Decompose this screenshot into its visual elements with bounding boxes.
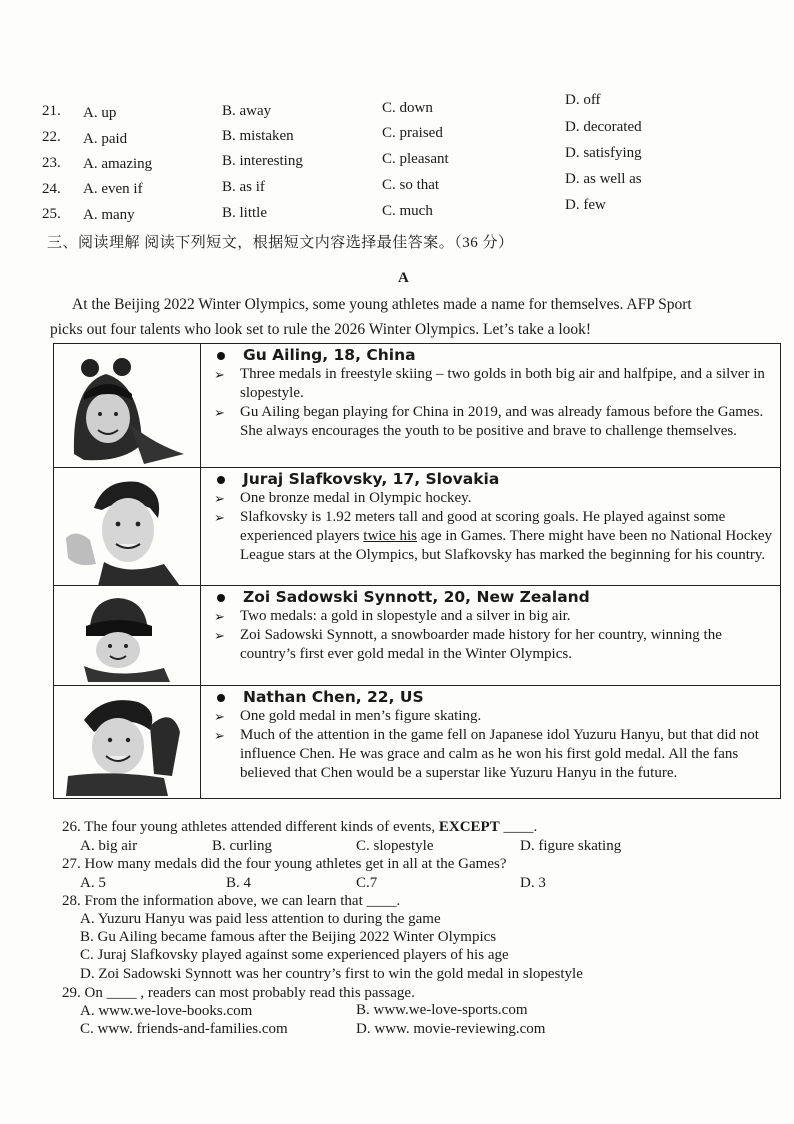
question-26-option-c: C. slopestyle	[356, 838, 434, 854]
question-28-option-d: D. Zoi Sadowski Synnott was her country’s first to win the gold medal in slopestyle	[80, 966, 583, 982]
cloze-number: 25.	[42, 206, 61, 222]
athlete-bullet: ➢ Two medals: a gold in slopestyle and a silver in big air.	[209, 607, 774, 626]
cloze-option-c: C. praised	[382, 125, 443, 141]
athlete-row	[54, 586, 781, 686]
cloze-number: 22.	[42, 129, 61, 145]
athlete-info	[201, 344, 781, 468]
section-title: 三、阅读理解 阅读下列短文，根据短文内容选择最佳答案。（36 分）	[47, 235, 514, 251]
arrow-bullet-icon: ➢	[214, 367, 225, 382]
athlete-row	[54, 686, 781, 799]
question-28-option-b: B. Gu Ailing became famous after the Beijing 2022 Winter Olympics	[80, 929, 497, 945]
arrow-bullet-icon: ➢	[214, 491, 225, 506]
question-29-option-a: A. www.we-love-books.com	[80, 1003, 253, 1019]
question-28-stem: 28. From the information above, we can learn that ____.	[62, 893, 401, 909]
arrow-bullet-icon: ➢	[214, 510, 225, 525]
question-27-option-d: D. 3	[520, 875, 546, 891]
intro-line-1: At the Beijing 2022 Winter Olympics, some young athletes made a name for themselves. AFP Sport	[72, 296, 692, 313]
bullet-dot-icon	[217, 352, 225, 360]
cloze-number: 23.	[42, 155, 61, 171]
athlete-bullet: ➢ Slafkovsky is 1.92 meters tall and good at scoring goals. He played against some experienced players twice his age in Games. There might have been no National Hockey League stars at the Olympics, but Slafkovsky has marked the beginning for his country.	[209, 508, 774, 565]
cloze-number: 21.	[42, 103, 61, 119]
question-26-option-a: A. big air	[80, 838, 138, 854]
question-29-stem: 29. On ____ , readers can most probably read this passage.	[62, 985, 415, 1001]
arrow-bullet-icon: ➢	[214, 628, 225, 643]
athlete-photo-zoi-sadowski-synnott-image	[54, 586, 200, 686]
cloze-option-b: B. as if	[222, 179, 265, 195]
cloze-option-d: D. decorated	[565, 119, 642, 135]
question-27-option-b: B. 4	[226, 875, 252, 891]
bullet-dot-icon	[217, 594, 225, 602]
question-29-option-d: D. www. movie-reviewing.com	[356, 1021, 546, 1037]
question-26-option-d: D. figure skating	[520, 838, 622, 854]
athlete-photo-juraj-slafkovsky	[54, 468, 201, 586]
athlete-name: Nathan Chen, 22, US	[209, 688, 774, 707]
cloze-option-b: B. mistaken	[222, 128, 294, 144]
cloze-option-a: A. amazing	[83, 156, 153, 172]
cloze-option-c: C. much	[382, 203, 433, 219]
athletes-table	[53, 343, 781, 799]
cloze-option-b: B. away	[222, 103, 272, 119]
bullet-dot-icon	[217, 694, 225, 702]
cloze-option-a: A. up	[83, 105, 117, 121]
arrow-bullet-icon: ➢	[214, 405, 225, 420]
athlete-bullet: ➢ One bronze medal in Olympic hockey.	[209, 489, 774, 508]
cloze-number: 24.	[42, 181, 61, 197]
cloze-option-b: B. interesting	[222, 153, 303, 169]
question-26-option-b: B. curling	[212, 838, 272, 854]
athlete-name: Zoi Sadowski Synnott, 20, New Zealand	[209, 588, 774, 607]
bullet-dot-icon	[217, 476, 225, 484]
athlete-photo-gu-ailing	[54, 344, 201, 468]
cloze-option-c: C. so that	[382, 177, 440, 193]
cloze-option-d: D. off	[565, 92, 601, 108]
arrow-bullet-icon: ➢	[214, 728, 225, 743]
athlete-photo-juraj-slafkovsky-image	[54, 468, 200, 586]
cloze-option-d: D. as well as	[565, 171, 642, 187]
athlete-name: Juraj Slafkovsky, 17, Slovakia	[209, 470, 774, 489]
question-28-option-a: A. Yuzuru Hanyu was paid less attention to during the game	[80, 911, 441, 927]
athlete-bullet: ➢ Gu Ailing began playing for China in 2019, and was already famous before the Games. She always encourages the youth to be positive and brave to challenge themselves.	[209, 403, 774, 441]
underlined-phrase: twice his	[363, 528, 418, 544]
question-29-option-c: C. www. friends-and-families.com	[80, 1021, 288, 1037]
arrow-bullet-icon: ➢	[214, 709, 225, 724]
athlete-photo-nathan-chen	[54, 686, 201, 799]
athlete-bullet: ➢ Three medals in freestyle skiing – two golds in both big air and halfpipe, and a silver in slopestyle.	[209, 365, 774, 403]
athlete-photo-nathan-chen-image	[54, 686, 200, 799]
cloze-option-b: B. little	[222, 205, 267, 221]
cloze-option-a: A. paid	[83, 131, 128, 147]
intro-line-2: picks out four talents who look set to rule the 2026 Winter Olympics. Let’s take a look!	[50, 321, 592, 338]
athlete-name: Gu Ailing, 18, China	[209, 346, 774, 365]
athlete-info	[201, 468, 781, 586]
question-27-option-a: A. 5	[80, 875, 106, 891]
athlete-row	[54, 344, 781, 468]
question-29-option-b: B. www.we-love-sports.com	[356, 1002, 528, 1018]
athlete-bullet: ➢ One gold medal in men’s figure skating.	[209, 707, 774, 726]
question-27-option-c: C.7	[356, 875, 378, 891]
question-27-stem: 27. How many medals did the four young athletes get in all at the Games?	[62, 856, 507, 872]
athlete-photo-gu-ailing-image	[54, 344, 200, 468]
cloze-option-d: D. satisfying	[565, 145, 642, 161]
athlete-bullet: ➢ Much of the attention in the game fell on Japanese idol Yuzuru Hanyu, but that did not influence Chen. He was grace and calm as he won his first gold medal. All the fans believed that Chen would be a superstar like Yuzuru Hanyu in the future.	[209, 726, 774, 783]
cloze-option-c: C. pleasant	[382, 151, 449, 167]
cloze-option-c: C. down	[382, 100, 433, 116]
athlete-row	[54, 468, 781, 586]
cloze-option-a: A. even if	[83, 181, 143, 197]
question-28-option-c: C. Juraj Slafkovsky played against some experienced players of his age	[80, 947, 509, 963]
question-26-stem: 26. The four young athletes attended different kinds of events, EXCEPT ____.	[62, 819, 538, 835]
athlete-bullet: ➢ Zoi Sadowski Synnott, a snowboarder made history for her country, winning the country’s first ever gold medal in the Winter Olympics.	[209, 626, 774, 664]
athlete-photo-zoi-sadowski-synnott	[54, 586, 201, 686]
passage-label: A	[398, 270, 409, 286]
cloze-option-a: A. many	[83, 207, 135, 223]
arrow-bullet-icon: ➢	[214, 609, 225, 624]
athlete-info	[201, 586, 781, 686]
athlete-info	[201, 686, 781, 799]
cloze-option-d: D. few	[565, 197, 606, 213]
